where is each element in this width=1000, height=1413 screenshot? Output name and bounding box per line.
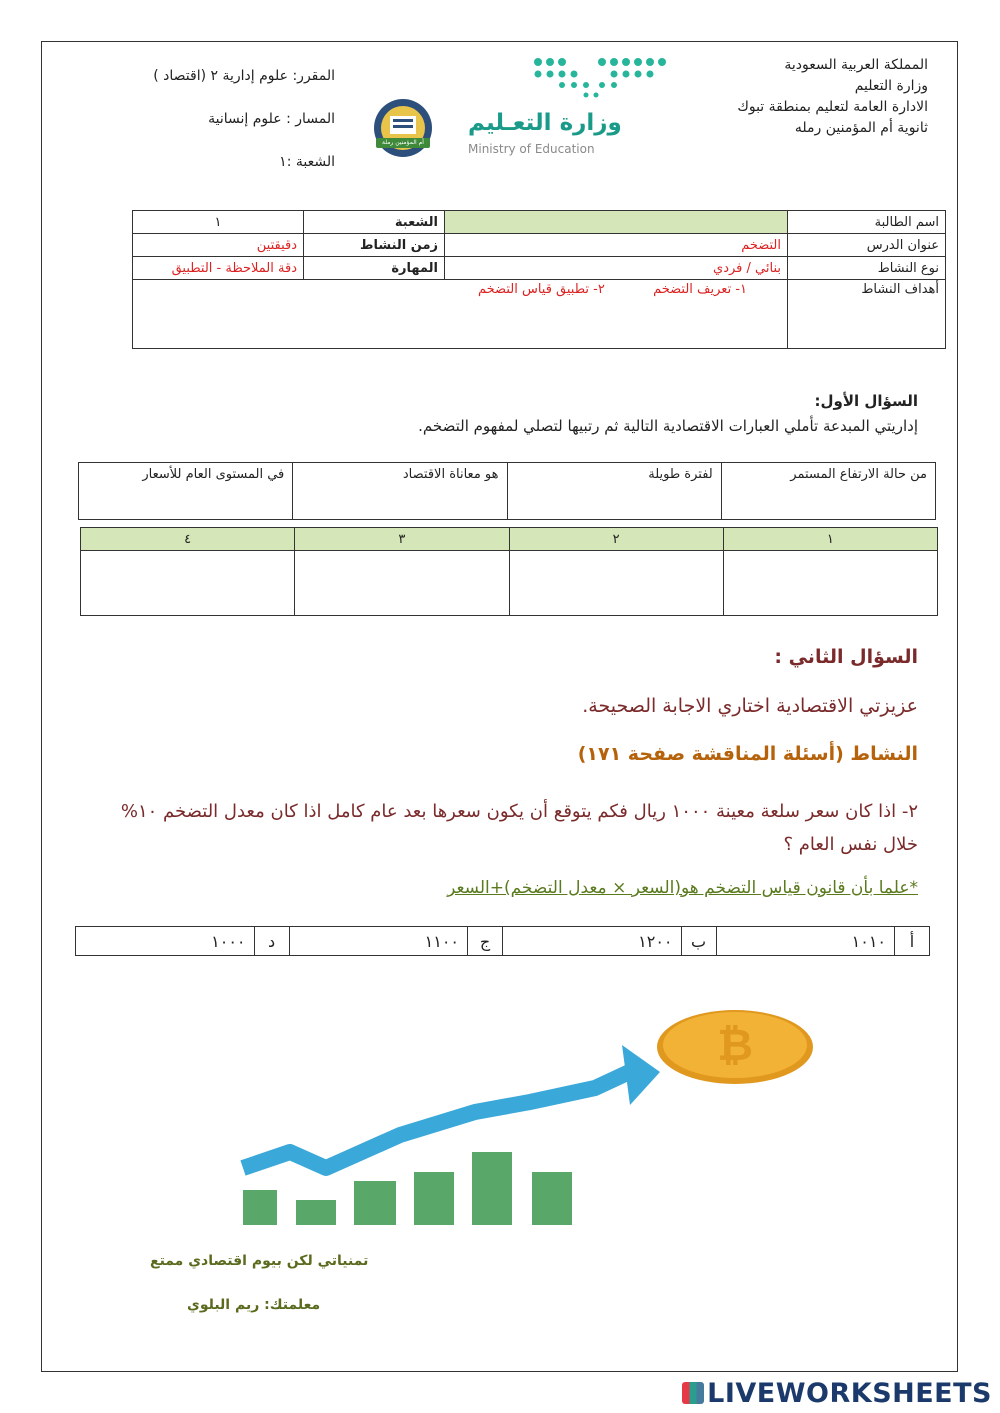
- goals-label: أهداف النشاط: [788, 280, 946, 349]
- liveworksheets-text: LIVEWORKSHEETS: [707, 1378, 992, 1409]
- header-line-3: الادارة العامة لتعليم بمنطقة تبوك: [737, 99, 928, 115]
- growth-bar-3: [354, 1181, 396, 1225]
- course-name: المقرر: علوم إدارية ٢ (اقتصاد ): [153, 68, 335, 84]
- header-line-2: وزارة التعليم: [854, 78, 928, 94]
- q2-question-line-1: ٢- اذا كان سعر سلعة معينة ١٠٠٠ ريال فكم يتوقع أن يكون سعرها بعد عام كامل اذا كان معدل التضخم ١٠%: [120, 801, 918, 822]
- svg-text:₿: ₿: [717, 1020, 753, 1071]
- phrase-1: من حالة الارتفاع المستمر: [721, 463, 935, 520]
- skill-value: دقة الملاحظة - التطبيق: [133, 257, 304, 280]
- phrase-2: لفترة طويلة: [507, 463, 721, 520]
- option-a-value[interactable]: ١٠١٠: [716, 927, 895, 956]
- growth-bar-2: [296, 1200, 336, 1225]
- ministry-logo: [462, 52, 667, 162]
- q1-title: السؤال الأول:: [814, 392, 918, 410]
- school-seal: [368, 98, 438, 160]
- growth-bar-1: [243, 1190, 277, 1225]
- goals-value: [133, 280, 788, 349]
- lesson-label: عنوان الدرس: [788, 234, 946, 257]
- header-line-1: المملكة العربية السعودية: [784, 57, 928, 73]
- ministry-dots-icon: [462, 52, 667, 112]
- option-d-letter: د: [254, 927, 289, 956]
- header-institution: [668, 55, 928, 139]
- order-answer-3[interactable]: [295, 551, 509, 616]
- ministry-name-ar: وزارة التعـليم: [468, 110, 622, 136]
- track-name: المسار : علوم إنسانية: [208, 111, 335, 127]
- q2-prompt: عزيزتي الاقتصادية اختاري الاجابة الصحيحة.: [582, 695, 918, 717]
- phrase-3: هو معاناة الاقتصاد: [293, 463, 507, 520]
- growth-bar-5: [472, 1152, 512, 1225]
- footer-wish: تمنياتي لكن بيوم اقتصادي ممتع: [150, 1253, 369, 1269]
- liveworksheets-logo: [682, 1378, 992, 1409]
- option-b-value[interactable]: ١٢٠٠: [503, 927, 682, 956]
- q2-options-table: [75, 926, 930, 956]
- growth-bar-4: [414, 1172, 454, 1225]
- option-a-letter: أ: [895, 927, 930, 956]
- type-label: نوع النشاط: [788, 257, 946, 280]
- option-d-value[interactable]: ١٠٠٠: [76, 927, 255, 956]
- goal-2: ٢- تطبيق قياس التضخم: [478, 282, 605, 297]
- ministry-name-en: Ministry of Education: [468, 142, 595, 156]
- section-value: ١: [133, 211, 304, 234]
- seal-text: أم المؤمنين رملة: [382, 139, 424, 146]
- school-seal-icon: [368, 98, 438, 160]
- trend-arrow-line: [243, 1068, 638, 1168]
- q2-hint: *علما بأن قانون قياس التضخم هو(السعر × معدل التضخم)+السعر: [447, 878, 918, 898]
- activity-info-table: [132, 210, 946, 349]
- footer-teacher: معلمتك: ريم البلوي: [187, 1297, 321, 1313]
- section-label: الشعبة: [304, 211, 445, 234]
- option-c-value[interactable]: ١١٠٠: [289, 927, 468, 956]
- section-name: الشعبة :١: [279, 154, 335, 170]
- q2-question-line-2: خلال نفس العام ؟: [783, 834, 918, 855]
- header-line-4: ثانوية أم المؤمنين رمله: [794, 120, 928, 136]
- q1-order-table: [80, 527, 938, 616]
- type-value: بنائي / فردي: [445, 257, 788, 280]
- order-answer-4[interactable]: [81, 551, 295, 616]
- time-label: زمن النشاط: [304, 234, 445, 257]
- growth-chart: [230, 1000, 830, 1240]
- q1-prompt: إداريتي المبدعة تأملي العبارات الاقتصادية التالية ثم رتبيها لتصلي لمفهوم التضخم.: [418, 417, 918, 435]
- time-value: دقيقتين: [133, 234, 304, 257]
- option-b-letter: ب: [681, 927, 716, 956]
- growth-bar-6: [532, 1172, 572, 1225]
- student-name-label: اسم الطالبة: [788, 211, 946, 234]
- order-header-2: ٢: [509, 528, 723, 551]
- student-name-field[interactable]: [445, 211, 788, 234]
- q2-question: [88, 795, 918, 861]
- option-c-letter: ج: [468, 927, 503, 956]
- lesson-value: التضخم: [445, 234, 788, 257]
- order-answer-1[interactable]: [723, 551, 937, 616]
- phrase-4: في المستوى العام للأسعار: [79, 463, 293, 520]
- q2-title: السؤال الثاني :: [774, 646, 918, 668]
- q2-activity: النشاط (أسئلة المناقشة صفحة ١٧١): [577, 743, 918, 765]
- q1-phrases-table: [78, 462, 936, 520]
- goal-1: ١- تعريف التضخم: [653, 282, 747, 297]
- trend-arrow-head: [622, 1045, 660, 1105]
- header-course-info: [140, 66, 335, 195]
- order-header-4: ٤: [81, 528, 295, 551]
- order-answer-2[interactable]: [509, 551, 723, 616]
- skill-label: المهارة: [304, 257, 445, 280]
- liveworksheets-icon: [682, 1382, 704, 1404]
- bitcoin-coin-icon: [657, 1010, 813, 1084]
- order-header-3: ٣: [295, 528, 509, 551]
- order-header-1: ١: [723, 528, 937, 551]
